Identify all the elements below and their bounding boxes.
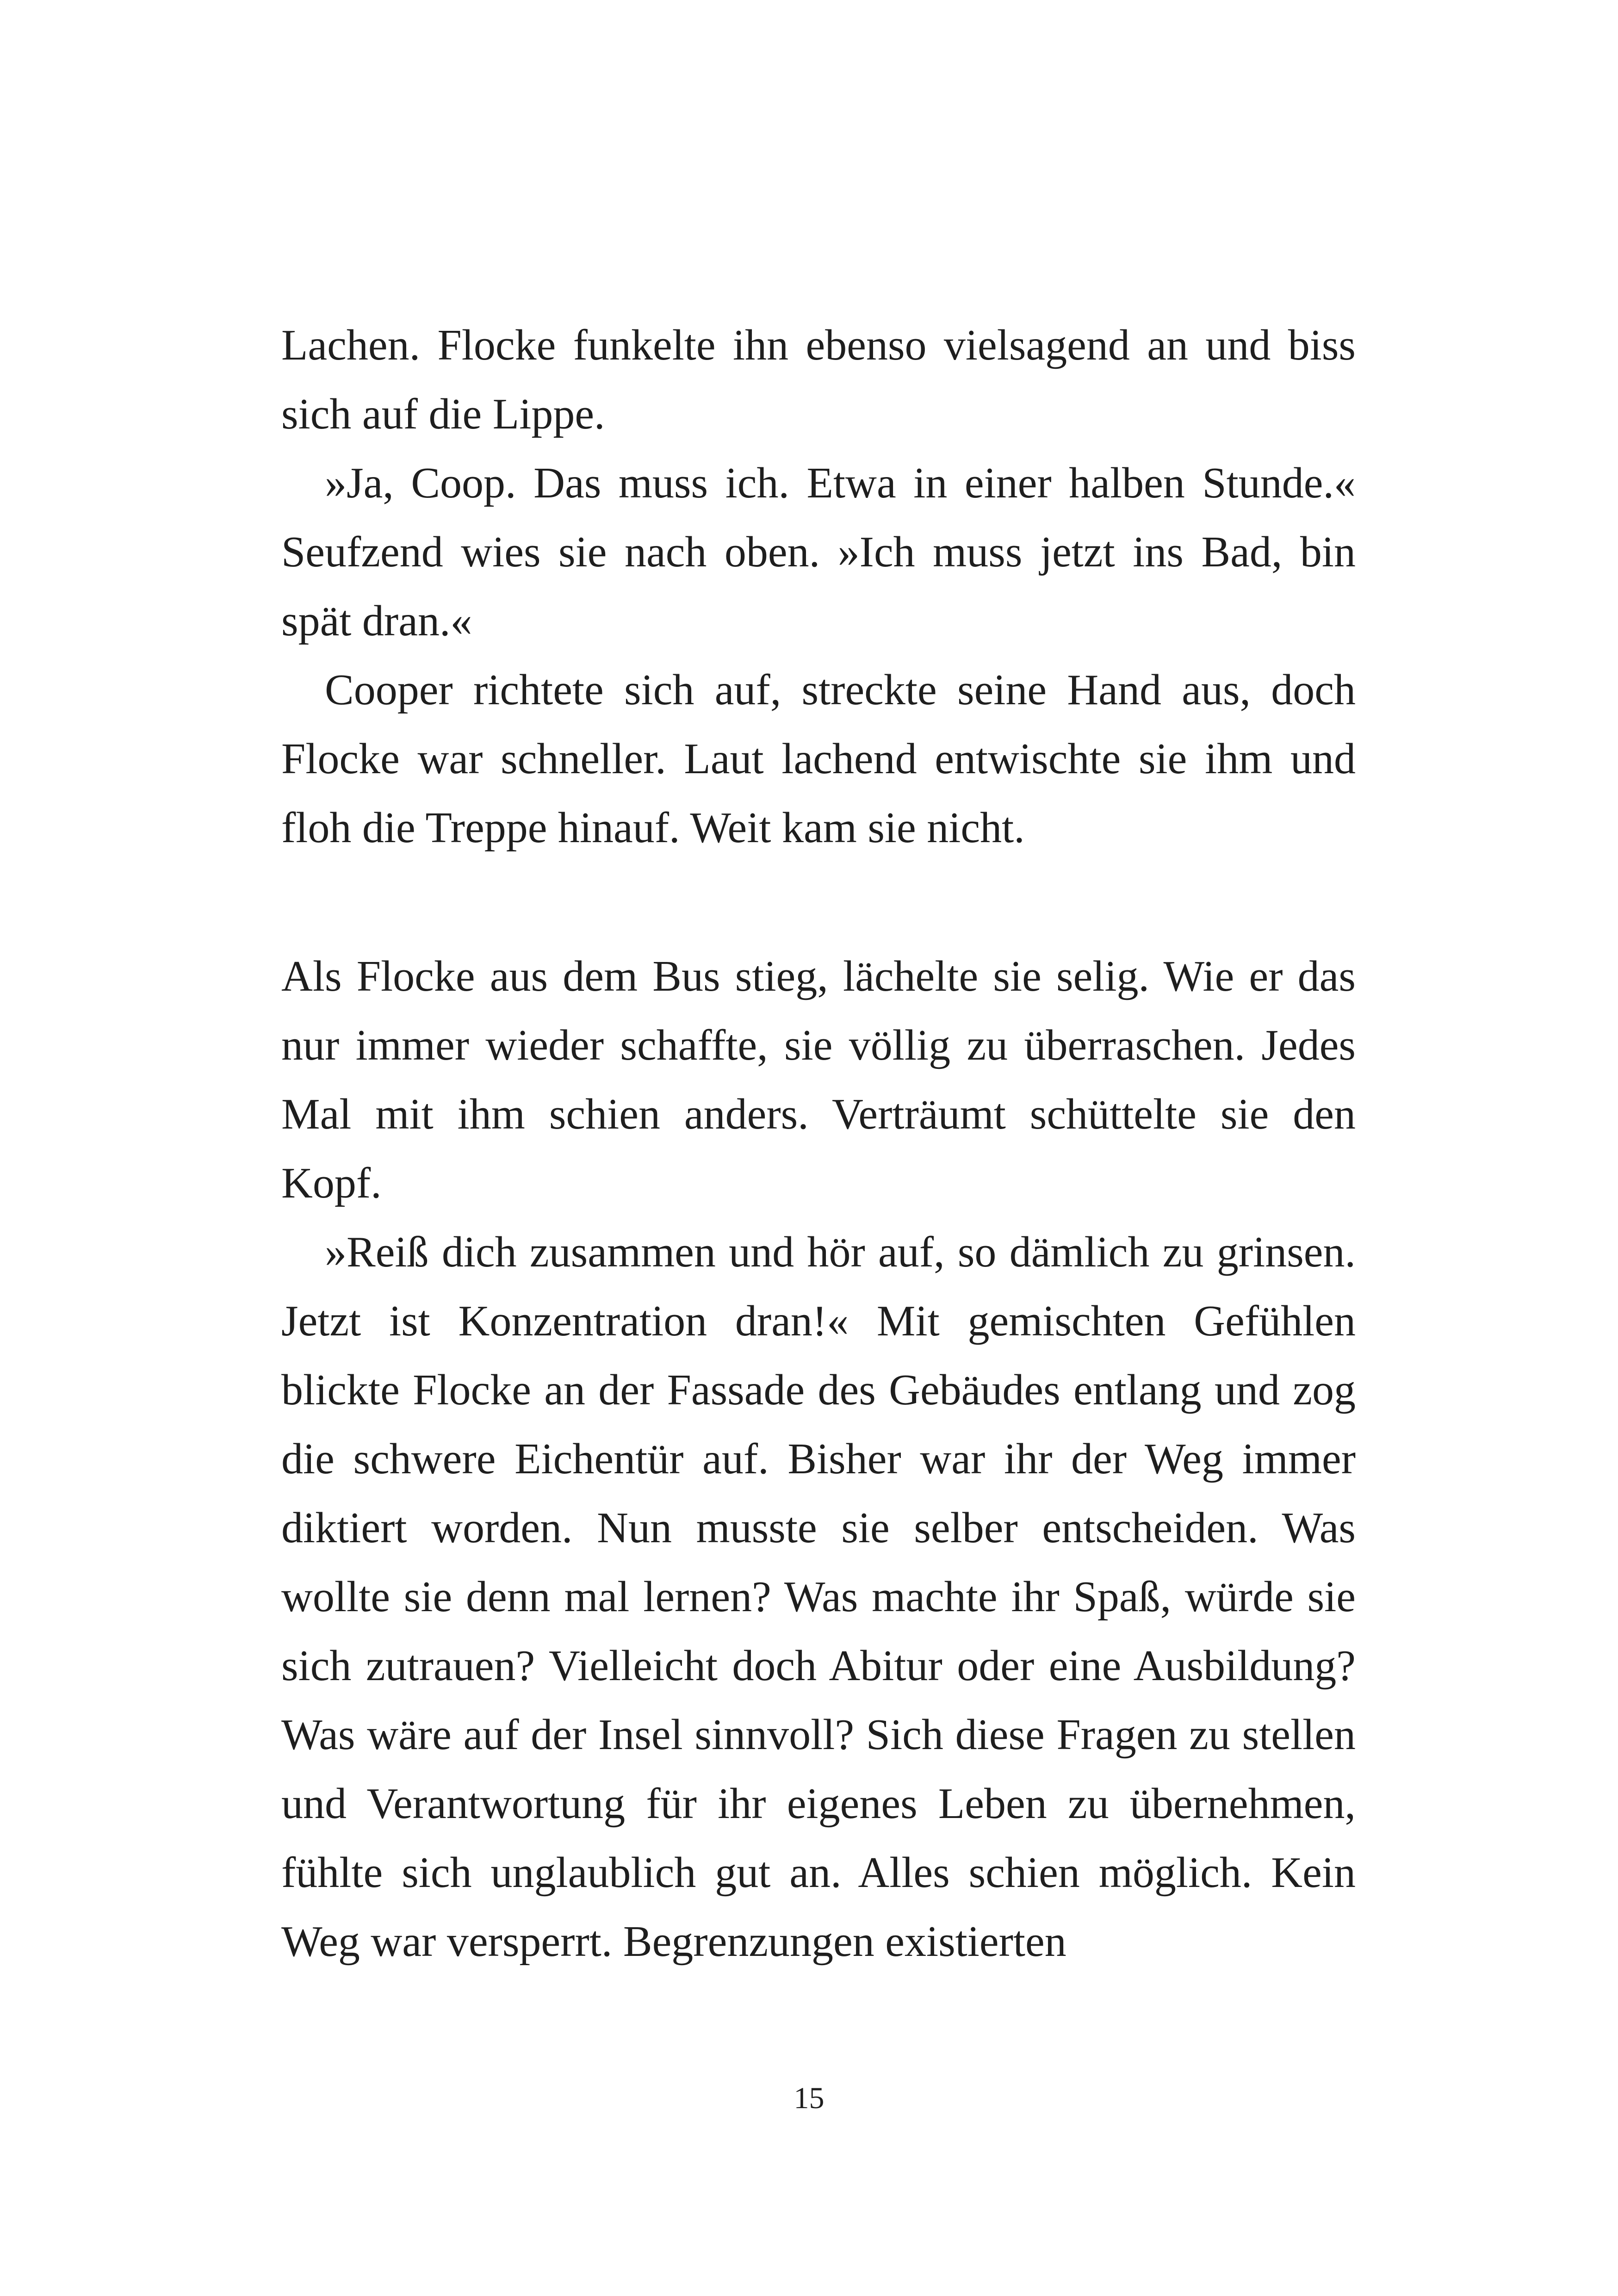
paragraph: Als Flocke aus dem Bus stieg, lächelte sie selig. Wie er das nur immer wieder schaffte, sie völlig zu überraschen. Jedes Mal mit ihm schien anders. Verträumt schüttelte sie den Kopf. bbox=[281, 952, 1356, 1207]
page-number: 15 bbox=[794, 2081, 824, 2115]
text-section-2 bbox=[281, 942, 1356, 1976]
paragraph: Lachen. Flocke funkelte ihn ebenso vielsagend an und biss sich auf die Lippe. bbox=[281, 321, 1356, 438]
paragraph: »Ja, Coop. Das muss ich. Etwa in einer halben Stunde.« Seufzend wies sie nach oben. »Ich muss jetzt ins Bad, bin spät dran.« bbox=[281, 459, 1356, 645]
paragraph: »Reiß dich zusammen und hör auf, so dämlich zu grinsen. Jetzt ist Konzentration dran!« Mit gemischten Gefühlen blickte Flocke an der Fassade des Gebäudes entlang und zog die schwere Eichentür auf. Bisher war ihr der Weg immer diktiert worden. Nun musste sie selber entscheiden. Was wollte sie denn mal lernen? Was machte ihr Spaß, würde sie sich zutrauen? Vielleicht doch Abitur oder eine Ausbildung? Was wäre auf der Insel sinnvoll? Sich diese Fragen zu stellen und Verantwortung für ihr eigenes Leben zu übernehmen, fühlte sich unglaublich gut an. Alles schien möglich. Kein Weg war versperrt. Begrenzungen existierten bbox=[281, 1228, 1356, 1966]
paragraph: Cooper richtete sich auf, streckte seine Hand aus, doch Flocke war schneller. Laut lachend entwischte sie ihm und floh die Treppe hinauf. Weit kam sie nicht. bbox=[281, 666, 1356, 852]
text-section-1 bbox=[281, 311, 1356, 863]
